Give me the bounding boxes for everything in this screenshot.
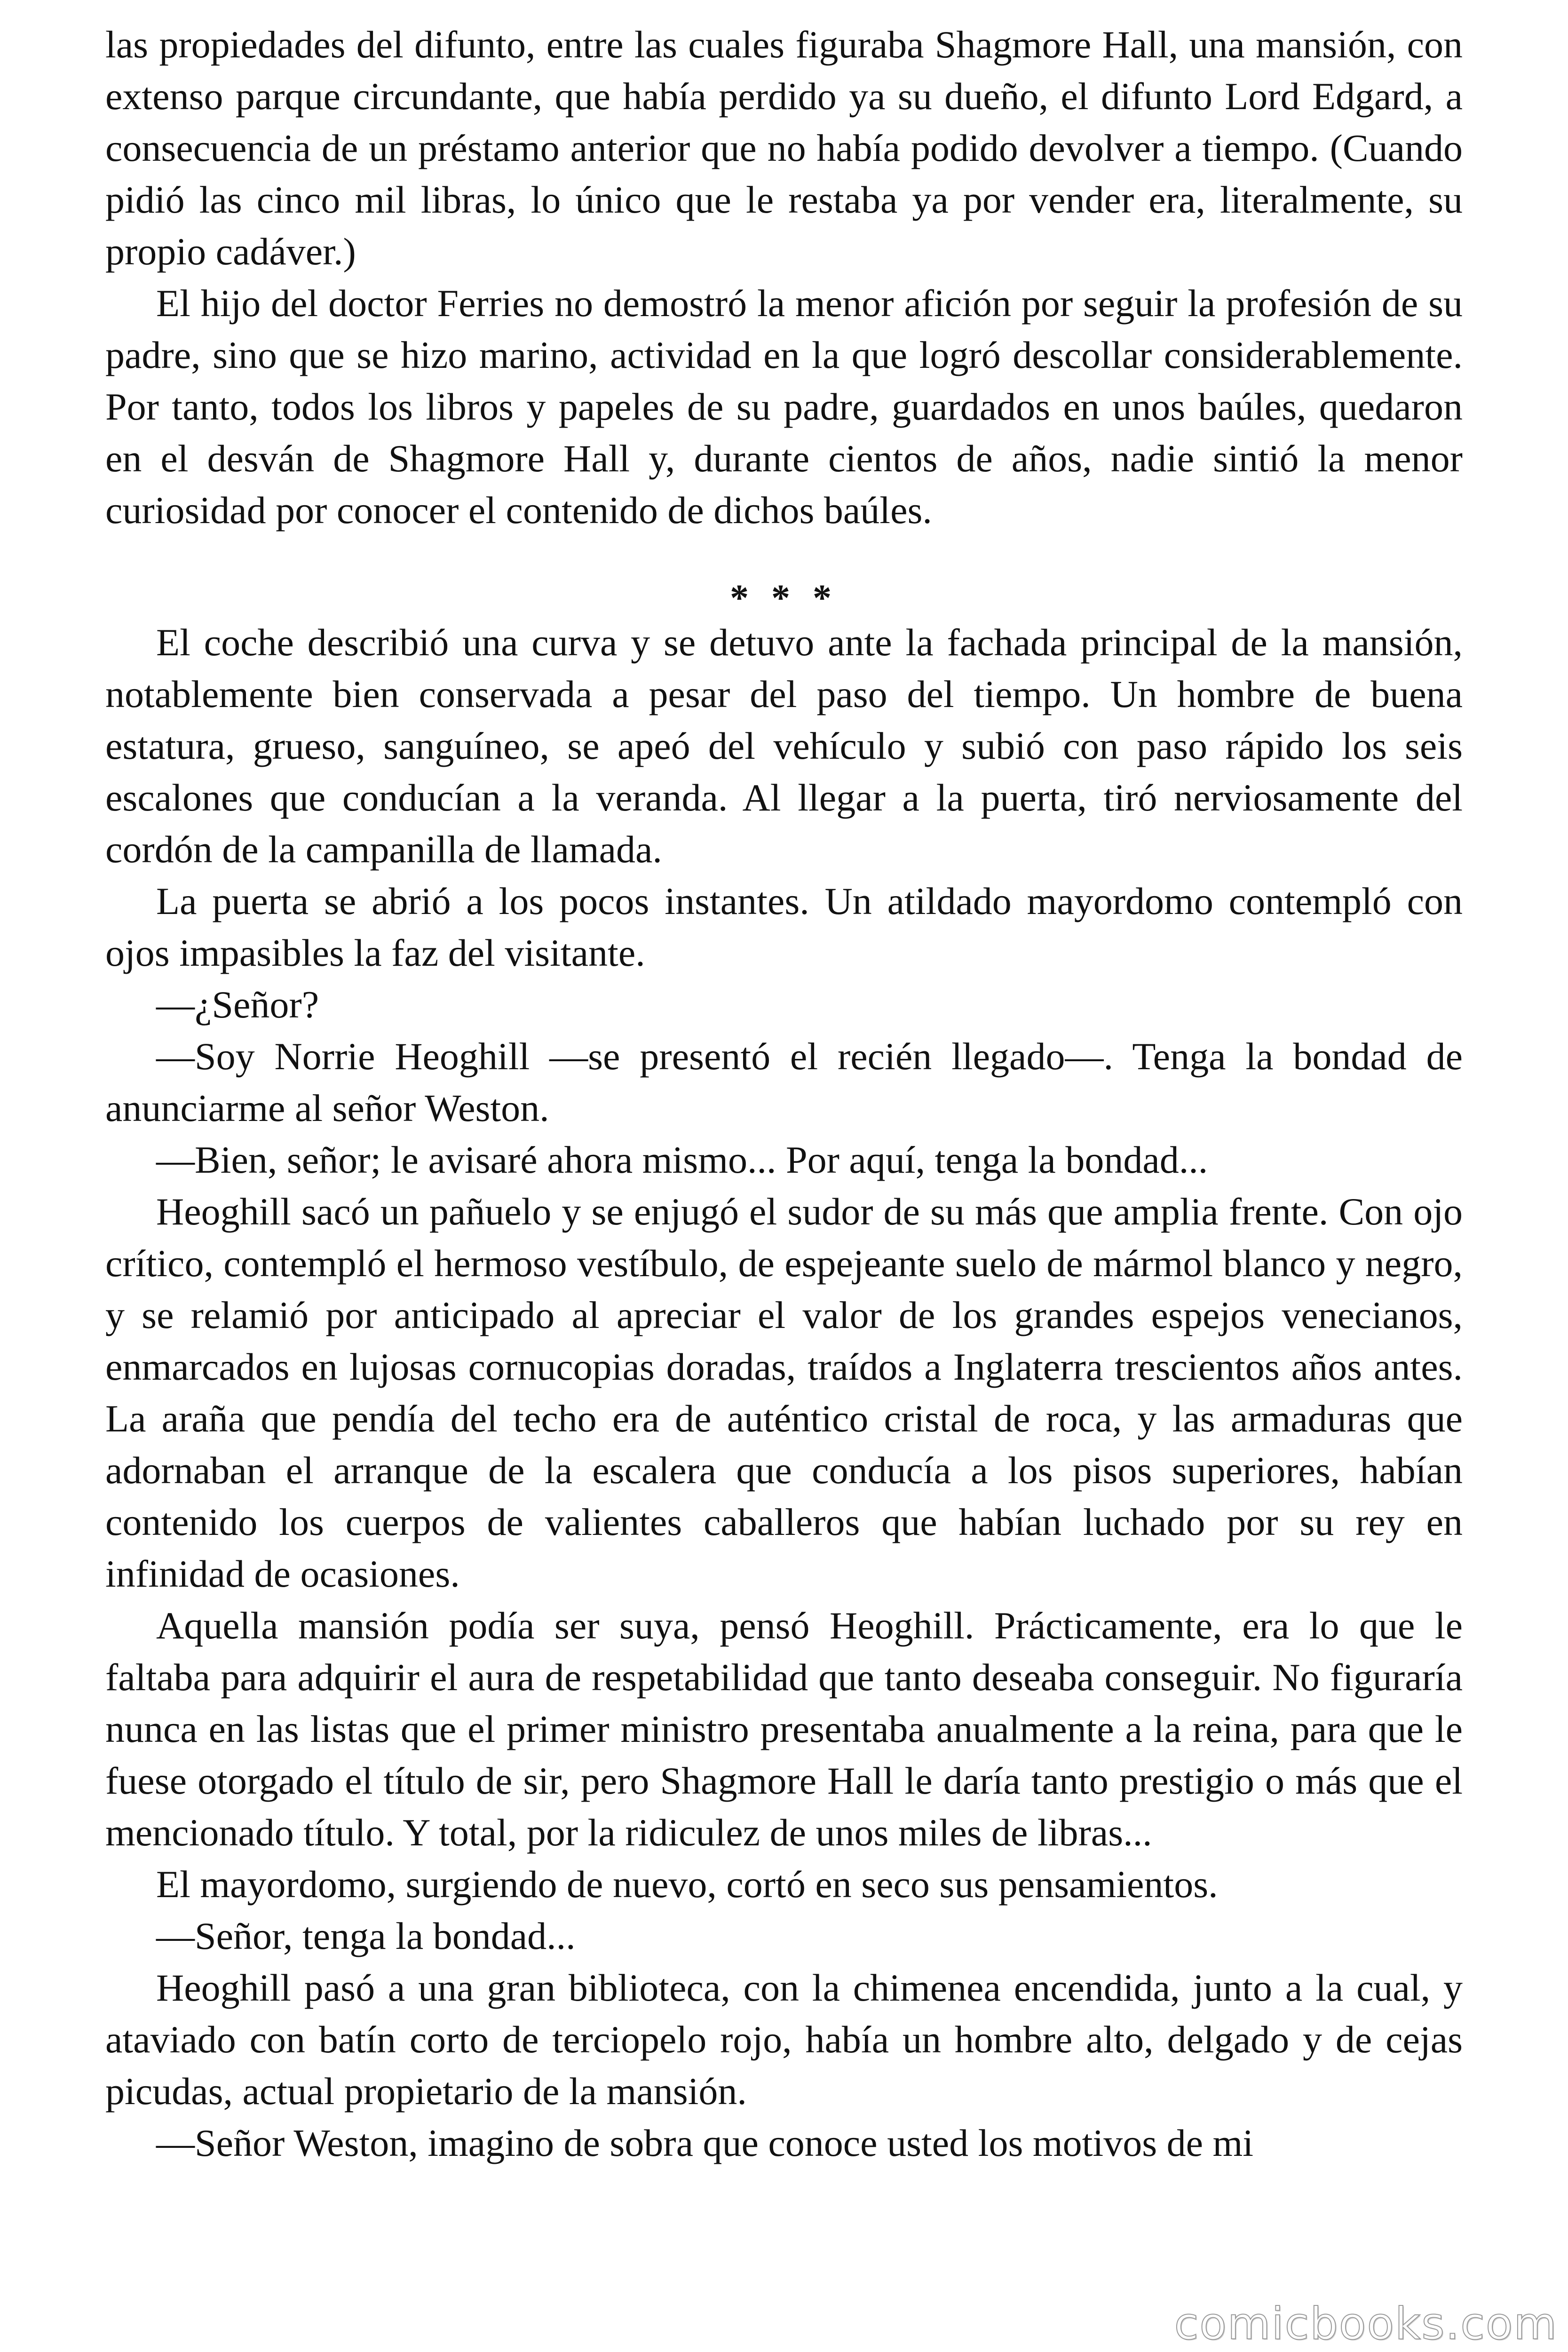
paragraph: La puerta se abrió a los pocos instantes. Un atildado mayordomo contempló con ojos impasibles la faz del visitante. — [105, 880, 1463, 974]
dialogue-line: —Señor, tenga la bondad... — [156, 1915, 576, 1957]
dialogue-line: —Señor Weston, imagino de sobra que conoce usted los motivos de mi — [156, 2122, 1254, 2164]
paragraph: las propiedades del difunto, entre las cuales figuraba Shagmore Hall, una mansión, con extenso parque circundante, que había perdido ya su dueño, el difunto Lord Edgard, a consecuencia de un préstamo anterior que no había podido devolver a tiempo. (Cuando pidió las cinco mil libras, lo único que le restaba ya por vender era, literalmente, su propio cadáver.) — [105, 23, 1463, 273]
paragraph: Heoghill sacó un pañuelo y se enjugó el sudor de su más que amplia frente. Con ojo crítico, contempló el hermoso vestíbulo, de espejeante suelo de mármol blanco y negro, y se relamió por anticipado al apreciar el valor de los grandes espejos venecianos, enmarcados en lujosas cornucopias doradas, traídos a Inglaterra trescientos años antes. La araña que pendía del techo era de auténtico cristal de roca, y las armaduras que adornaban el arranque de la escalera que conducía a los pisos superiores, habían contenido los cuerpos de valientes caballeros que habían luchado por su rey en infinidad de ocasiones. — [105, 1190, 1463, 1595]
dialogue-line: —Bien, señor; le avisaré ahora mismo... Por aquí, tenga la bondad... — [156, 1138, 1208, 1181]
document-page — [105, 19, 1463, 2169]
watermark: comicbooks.com — [1174, 2298, 1558, 2350]
dialogue-line: —Soy Norrie Heoghill —se presentó el recién llegado—. Tenga la bondad de anunciarme al señor Weston. — [105, 1035, 1463, 1129]
section-separator: * * * — [730, 578, 838, 619]
paragraph: Aquella mansión podía ser suya, pensó Heoghill. Prácticamente, era lo que le faltaba para adquirir el aura de respetabilidad que tanto deseaba conseguir. No figuraría nunca en las listas que el primer ministro presentaba anualmente a la reina, para que le fuese otorgado el título de sir, pero Shagmore Hall le daría tanto prestigio o más que el mencionado título. Y total, por la ridiculez de unos miles de libras... — [105, 1604, 1463, 1854]
dialogue-line: —¿Señor? — [156, 983, 319, 1026]
paragraph: Heoghill pasó a una gran biblioteca, con la chimenea encendida, junto a la cual, y ataviado con batín corto de terciopelo rojo, había un hombre alto, delgado y de cejas picudas, actual propietario de la mansión. — [105, 1966, 1463, 2113]
paragraph: El hijo del doctor Ferries no demostró la menor afición por seguir la profesión de su padre, sino que se hizo marino, actividad en la que logró descollar considerablemente. Por tanto, todos los libros y papeles de su padre, guardados en unos baúles, quedaron en el desván de Shagmore Hall y, durante cientos de años, nadie sintió la menor curiosidad por conocer el contenido de dichos baúles. — [105, 282, 1463, 532]
paragraph: El coche describió una curva y se detuvo ante la fachada principal de la mansión, notablemente bien conservada a pesar del paso del tiempo. Un hombre de buena estatura, grueso, sanguíneo, se apeó del vehículo y subió con paso rápido los seis escalones que conducían a la veranda. Al llegar a la puerta, tiró nerviosamente del cordón de la campanilla de llamada. — [105, 621, 1463, 871]
paragraph: El mayordomo, surgiendo de nuevo, cortó en seco sus pensamientos. — [156, 1863, 1218, 1906]
